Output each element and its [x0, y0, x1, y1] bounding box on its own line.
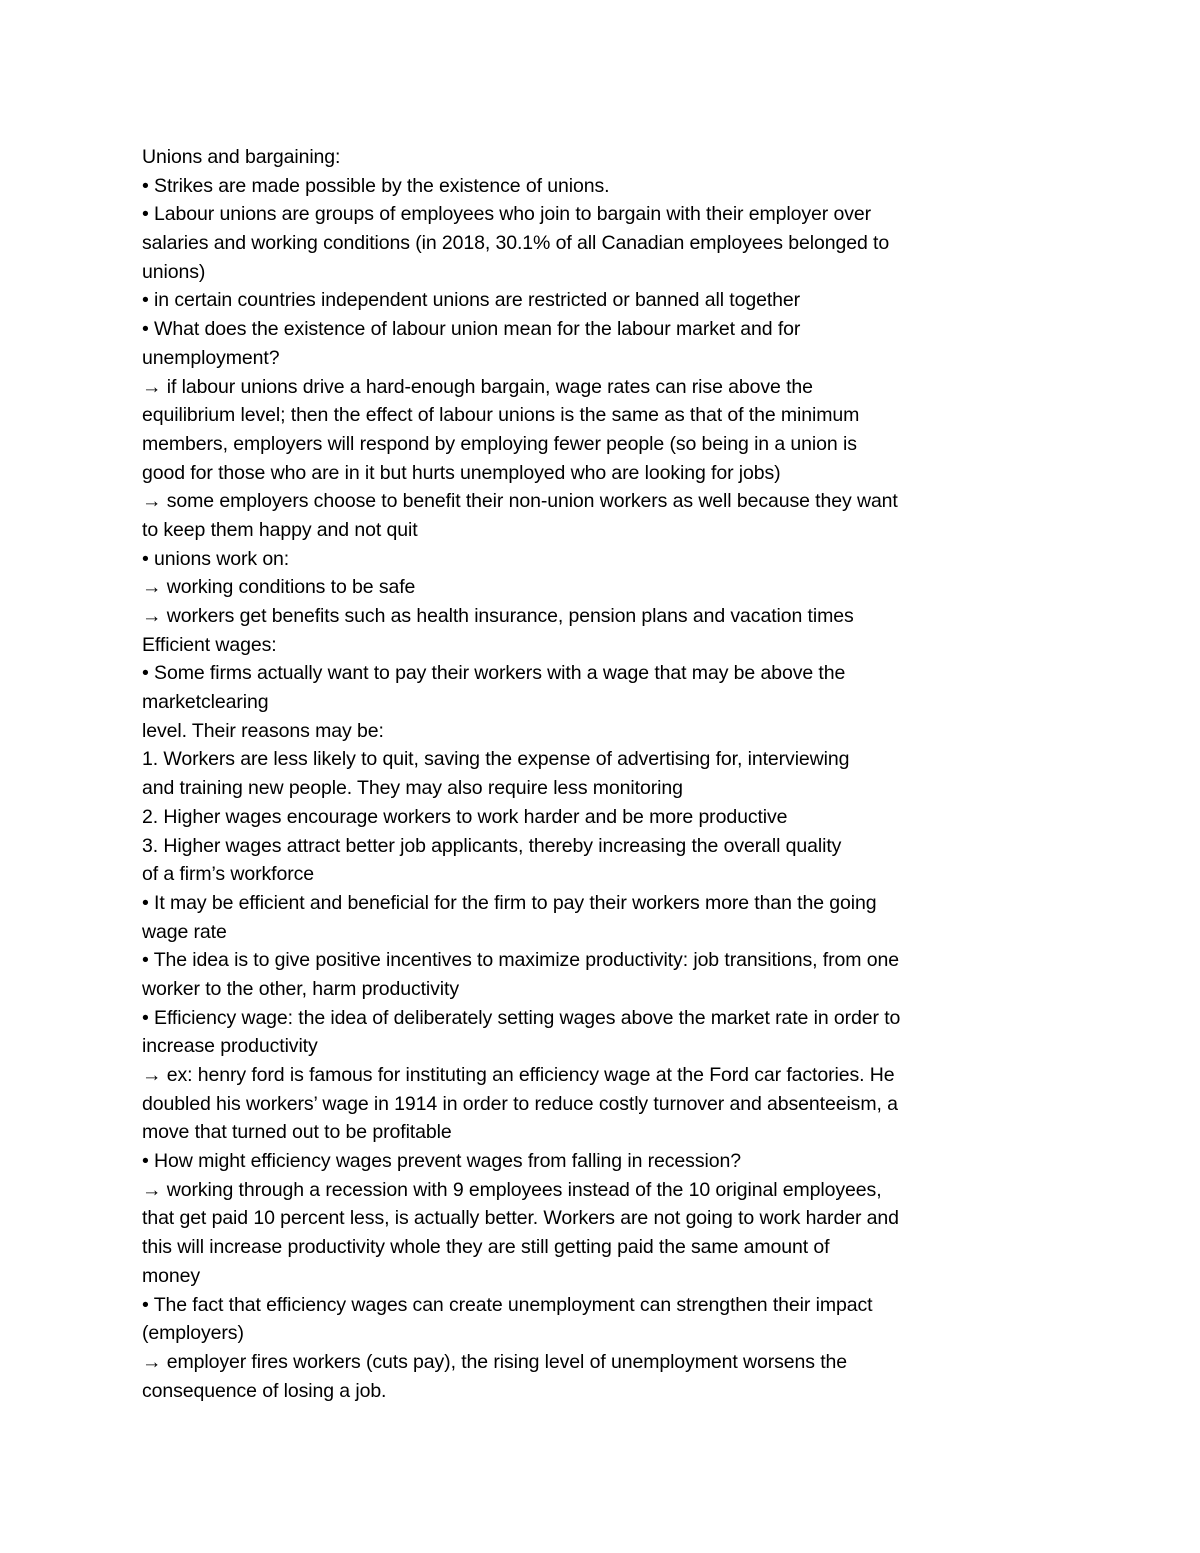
text-line: → if labour unions drive a hard-enough bargain, wage rates can rise above the	[142, 375, 813, 398]
text-line: • Labour unions are groups of employees who join to bargain with their employer over	[142, 203, 872, 226]
text-line: increase productivity	[142, 1035, 318, 1058]
text-line: good for those who are in it but hurts unemployed who are looking for jobs)	[142, 461, 781, 484]
text-line: worker to the other, harm productivity	[142, 977, 460, 1000]
text-line: • unions work on:	[142, 547, 290, 570]
text-line: • Some firms actually want to pay their workers with a wage that may be above the	[142, 662, 846, 685]
text-line: unions)	[142, 260, 206, 283]
text-line: (employers)	[142, 1322, 244, 1345]
section-heading-unions: Unions and bargaining:	[142, 146, 341, 168]
text-line: 3. Higher wages attract better job applicants, thereby increasing the overall quality	[142, 834, 842, 857]
text-line: this will increase productivity whole they are still getting paid the same amount of	[142, 1236, 830, 1259]
text-line: move that turned out to be profitable	[142, 1121, 452, 1144]
text-line: of a firm’s workforce	[142, 863, 315, 886]
text-line: unemployment?	[142, 346, 280, 369]
section-heading-efficient-wages: Efficient wages:	[142, 633, 277, 656]
text-line: → employer fires workers (cuts pay), the rising level of unemployment worsens the	[142, 1350, 848, 1373]
text-line: marketclearing	[142, 691, 269, 714]
text-line: 2. Higher wages encourage workers to work harder and be more productive	[142, 805, 788, 828]
text-line: members, employers will respond by employing fewer people (so being in a union is	[142, 432, 857, 455]
text-line: • Strikes are made possible by the existence of unions.	[142, 174, 610, 197]
text-line: that get paid 10 percent less, is actually better. Workers are not going to work harder and	[142, 1207, 899, 1230]
text-line: → ex: henry ford is famous for instituting an efficiency wage at the Ford car factories. He	[142, 1064, 895, 1086]
text-line: equilibrium level; then the effect of labour unions is the same as that of the minimum	[142, 404, 860, 427]
text-line: doubled his workers’ wage in 1914 in order to reduce costly turnover and absenteeism, a	[142, 1092, 898, 1115]
text-line: → working conditions to be safe	[142, 576, 416, 599]
text-line: • in certain countries independent unions are restricted or banned all together	[142, 289, 801, 312]
text-line: • How might efficiency wages prevent wages from falling in recession?	[142, 1150, 741, 1173]
text-line: • What does the existence of labour union mean for the labour market and for	[142, 318, 801, 341]
text-line: and training new people. They may also require less monitoring	[142, 777, 683, 800]
text-line: level. Their reasons may be:	[142, 719, 384, 742]
text-line: to keep them happy and not quit	[142, 518, 418, 541]
document-text	[142, 143, 1022, 1405]
text-line: money	[142, 1264, 201, 1287]
text-line: → working through a recession with 9 employees instead of the 10 original employees,	[142, 1178, 882, 1201]
text-line: → workers get benefits such as health insurance, pension plans and vacation times	[142, 605, 854, 627]
text-line: • It may be efficient and beneficial for the firm to pay their workers more than the going	[142, 891, 877, 914]
text-line: 1. Workers are less likely to quit, saving the expense of advertising for, interviewing	[142, 748, 850, 771]
text-line: salaries and working conditions (in 2018, 30.1% of all Canadian employees belonged to	[142, 232, 890, 255]
text-line: wage rate	[142, 920, 227, 943]
text-line: consequence of losing a job.	[142, 1379, 387, 1402]
text-line: • The fact that efficiency wages can create unemployment can strengthen their impact	[142, 1293, 873, 1316]
text-line: • The idea is to give positive incentives to maximize productivity: job transitions, from one	[142, 949, 899, 972]
text-line: • Efficiency wage: the idea of deliberately setting wages above the market rate in order to	[142, 1006, 901, 1029]
text-line: → some employers choose to benefit their non-union workers as well because they want	[142, 490, 898, 513]
